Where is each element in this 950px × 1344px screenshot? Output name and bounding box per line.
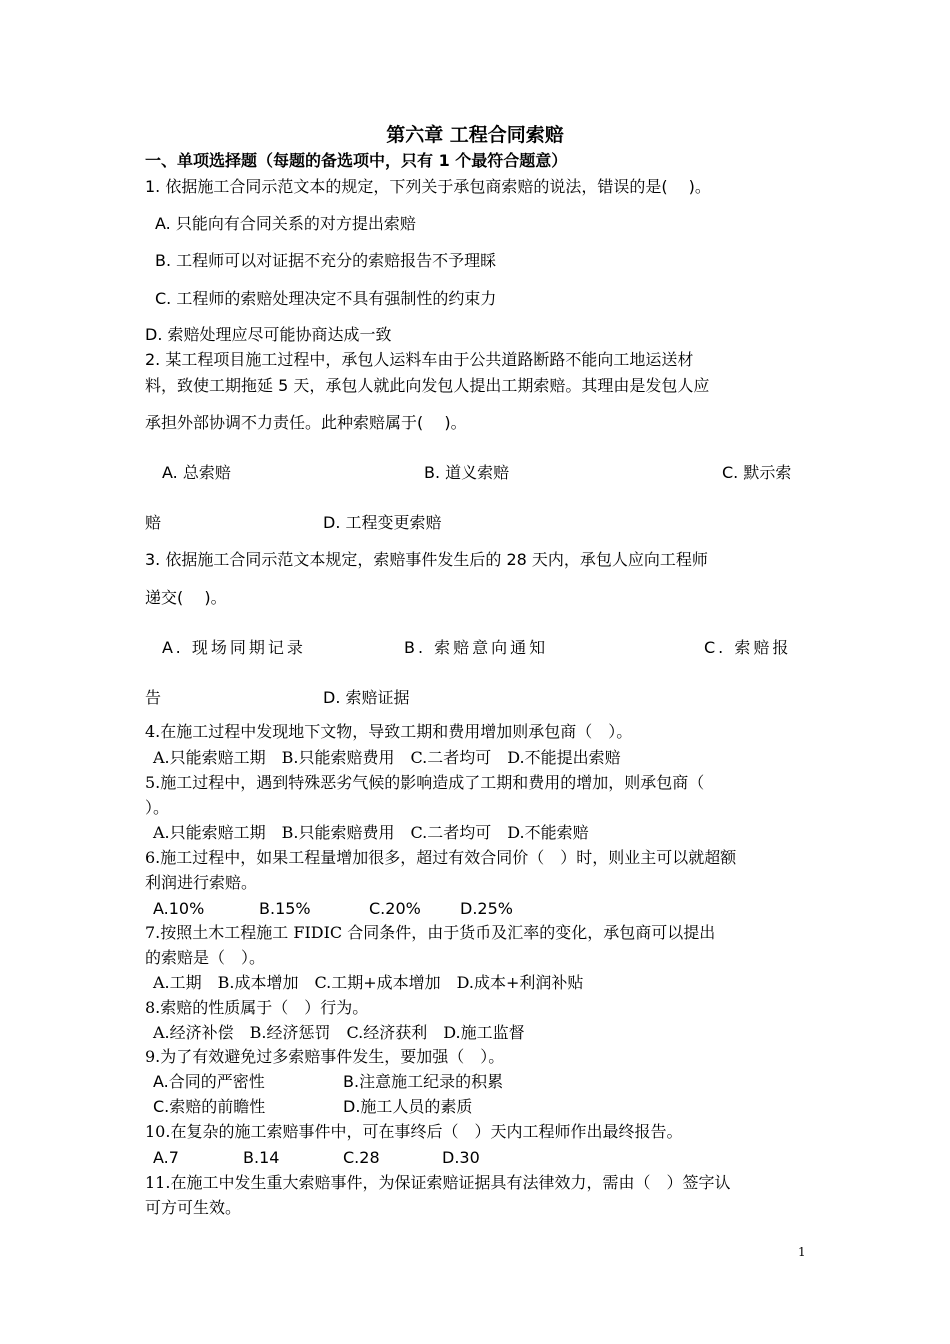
question-2-line-3: 承担外部协调不力责任。此种索赔属于( )。 [145,413,467,432]
question-8-options: A.经济补偿 B.经济惩罚 C.经济获利 D.施工监督 [153,1023,525,1042]
question-3-option-a: A. 现场同期记录 [162,638,306,657]
question-6-line-1: 6.施工过程中，如果工程量增加很多，超过有效合同价（ ）时，则业主可以就超额 [145,848,737,867]
question-1-option-c: C. 工程师的索赔处理决定不具有强制性的约束力 [155,289,497,308]
question-3-option-c-continued: 告 [145,688,162,707]
question-8-stem: 8.索赔的性质属于（ ）行为。 [145,998,369,1017]
question-4-options: A.只能索赔工期 B.只能索赔费用 C.二者均可 D.不能提出索赔 [153,748,621,767]
question-9-option-d: D.施工人员的素质 [343,1097,473,1116]
question-2-line-2: 料，致使工期拖延 5 天，承包人就此向发包人提出工期索赔。其理由是发包人应 [145,376,710,395]
chapter-title: 第六章 工程合同索赔 [386,124,564,146]
question-1-option-b: B. 工程师可以对证据不充分的索赔报告不予理睬 [155,251,497,270]
question-2-option-a: A. 总索赔 [162,463,231,482]
question-4-stem: 4.在施工过程中发现地下文物，导致工期和费用增加则承包商（ ）。 [145,722,633,741]
question-9-option-a: A.合同的严密性 [153,1072,265,1091]
question-2-option-d: D. 工程变更索赔 [323,513,442,532]
question-5-line-1: 5.施工过程中，遇到特殊恶劣气候的影响造成了工期和费用的增加，则承包商（ [145,773,705,792]
question-1-option-a: A. 只能向有合同关系的对方提出索赔 [155,214,416,233]
question-10-option-c: C.28 [343,1148,380,1167]
question-9-option-b: B.注意施工纪录的积累 [343,1072,504,1091]
question-2-option-c: C. 默示索 [722,463,792,482]
question-10-option-a: A.7 [153,1148,179,1167]
question-3-option-b: B. 索赔意向通知 [404,638,549,657]
question-7-options: A.工期 B.成本增加 C.工期+成本增加 D.成本+利润补贴 [153,973,584,992]
question-1-stem: 1. 依据施工合同示范文本的规定，下列关于承包商索赔的说法，错误的是( )。 [145,177,711,196]
question-7-line-1: 7.按照土木工程施工 FIDIC 合同条件，由于货币及汇率的变化，承包商可以提出 [145,923,716,942]
question-11-line-1: 11.在施工中发生重大索赔事件，为保证索赔证据具有法律效力，需由（ ）签字认 [145,1173,731,1192]
question-2-option-b: B. 道义索赔 [424,463,510,482]
question-6-option-c: C.20% [369,899,421,918]
question-7-line-2: 的索赔是（ ）。 [145,948,266,967]
page-number: 1 [798,1245,806,1259]
question-5-options: A.只能索赔工期 B.只能索赔费用 C.二者均可 D.不能索赔 [153,823,589,842]
question-6-option-a: A.10% [153,899,205,918]
question-11-line-2: 可方可生效。 [145,1198,242,1217]
question-3-line-1: 3. 依据施工合同示范文本规定，索赔事件发生后的 28 天内，承包人应向工程师 [145,550,708,569]
question-9-option-c: C.索赔的前瞻性 [153,1097,266,1116]
question-2-line-1: 2. 某工程项目施工过程中，承包人运料车由于公共道路断路不能向工地运送材 [145,350,694,369]
section-heading: 一、单项选择题（每题的备选项中，只有 1 个最符合题意） [145,151,568,170]
question-1-option-d: D. 索赔处理应尽可能协商达成一致 [145,325,392,344]
question-6-line-2: 利润进行索赔。 [145,873,258,892]
question-3-option-d: D. 索赔证据 [323,688,410,707]
question-9-stem: 9.为了有效避免过多索赔事件发生，要加强（ ）。 [145,1047,505,1066]
question-5-line-2: ）。 [145,798,170,817]
question-6-option-b: B.15% [259,899,311,918]
question-10-option-b: B.14 [243,1148,280,1167]
question-10-option-d: D.30 [442,1148,480,1167]
question-10-stem: 10.在复杂的施工索赔事件中，可在事终后（ ）天内工程师作出最终报告。 [145,1122,683,1141]
question-3-option-c: C. 索赔报 [704,638,792,657]
question-6-option-d: D.25% [460,899,513,918]
question-2-option-c-continued: 赔 [145,513,162,532]
question-3-line-2: 递交( )。 [145,588,227,607]
